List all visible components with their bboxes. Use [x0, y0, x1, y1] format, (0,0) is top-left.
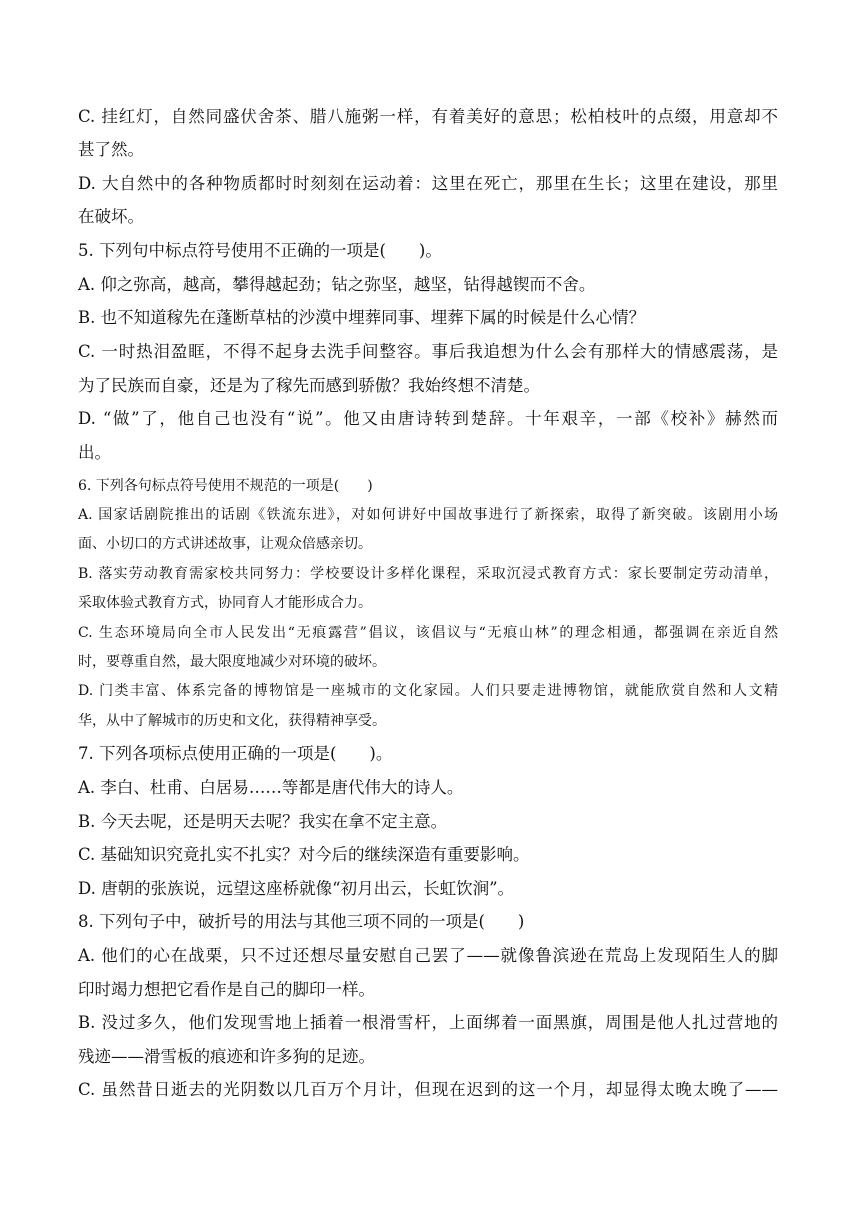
q7-option-a: A. 李白、杜甫、白居易……等都是唐代伟大的诗人。 [78, 778, 464, 797]
q7-option-c: C. 基础知识究竟扎实不扎实？对今后的继续深造有重要影响。 [78, 845, 530, 864]
q8-stem: 8. 下列句子中，破折号的用法与其他三项不同的一项是( ) [78, 912, 525, 931]
q6-option-b-line2: 采取体验式教育方式，协同育人才能形成合力。 [78, 595, 372, 611]
q6-stem: 6. 下列各句标点符号使用不规范的一项是( ) [78, 478, 373, 494]
q7-stem: 7. 下列各项标点使用正确的一项是( )。 [78, 744, 393, 763]
q4-option-c-line1: C. 挂红灯，自然同盛伏舍茶、腊八施粥一样，有着美好的意思；松柏枝叶的点缀，用意却不 [78, 107, 778, 126]
q4-option-d-line1: D. 大自然中的各种物质都时时刻刻在运动着：这里在死亡，那里在生长；这里在建设，那里 [78, 174, 778, 193]
q4-option-c-line2: 甚了然。 [78, 140, 144, 159]
q5-option-d-line2: 出。 [78, 443, 111, 462]
q5-option-d-line1: D. “做”了，他自己也没有“说”。他又由唐诗转到楚辞。十年艰辛，一部《校补》赫然而 [78, 409, 778, 428]
q8-option-b-line2: 残迹——滑雪板的痕迹和许多狗的足迹。 [78, 1047, 375, 1066]
q5-option-b: B. 也不知道稼先在蓬断草枯的沙漠中埋葬同事、埋葬下属的时候是什么心情？ [78, 308, 646, 327]
q6-option-a-line2: 面、小切口的方式讲述故事，让观众倍感亲切。 [78, 536, 372, 552]
q6-option-b-line1: B. 落实劳动教育需家校共同努力：学校要设计多样化课程，采取沉浸式教育方式：家长要制定劳动清单， [78, 566, 778, 582]
q8-option-a-line1: A. 他们的心在战栗，只不过还想尽量安慰自己罢了——就像鲁滨逊在荒岛上发现陌生人的脚 [78, 946, 778, 965]
q5-stem: 5. 下列句中标点符号使用不正确的一项是( )。 [78, 241, 442, 260]
q8-option-a-line2: 印时竭力想把它看作是自己的脚印一样。 [78, 980, 375, 999]
q5-option-c-line2: 为了民族而自豪，还是为了稼先而感到骄傲？我始终想不清楚。 [78, 376, 540, 395]
q6-option-d-line1: D. 门类丰富、体系完备的博物馆是一座城市的文化家园。人们只要走进博物馆，就能欣赏自然和人文精 [78, 683, 778, 699]
q5-option-a: A. 仰之弥高，越高，攀得越起劲；钻之弥坚，越坚，钻得越锲而不舍。 [78, 275, 596, 294]
q5-option-c-line1: C. 一时热泪盈眶，不得不起身去洗手间整容。事后我追想为什么会有那样大的情感震荡，是 [78, 342, 778, 361]
q8-option-b-line1: B. 没过多久，他们发现雪地上插着一根滑雪杆，上面绑着一面黑旗，周围是他人扎过营地的 [78, 1013, 778, 1032]
q6-option-a-line1: A. 国家话剧院推出的话剧《铁流东进》，对如何讲好中国故事进行了新探索，取得了新突破。该剧用小场 [78, 507, 778, 523]
q6-option-c-line2: 时，要尊重自然，最大限度地减少对环境的破坏。 [78, 654, 386, 670]
q6-option-c-line1: C. 生态环境局向全市人民发出“无痕露营”倡议，该倡议与“无痕山林”的理念相通，都强调在亲近自然 [78, 625, 778, 641]
q7-option-b: B. 今天去呢，还是明天去呢？我实在拿不定主意。 [78, 812, 448, 831]
q6-option-d-line2: 华，从中了解城市的历史和文化，获得精神享受。 [78, 713, 386, 729]
q4-option-d-line2: 在破坏。 [78, 207, 144, 226]
q7-option-d: D. 唐朝的张族说，远望这座桥就像“初月出云，长虹饮涧”。 [78, 879, 515, 898]
q8-option-c-line1: C. 虽然昔日逝去的光阴数以几百万个月计，但现在迟到的这一个月，却显得太晚太晚了—— [78, 1080, 778, 1099]
